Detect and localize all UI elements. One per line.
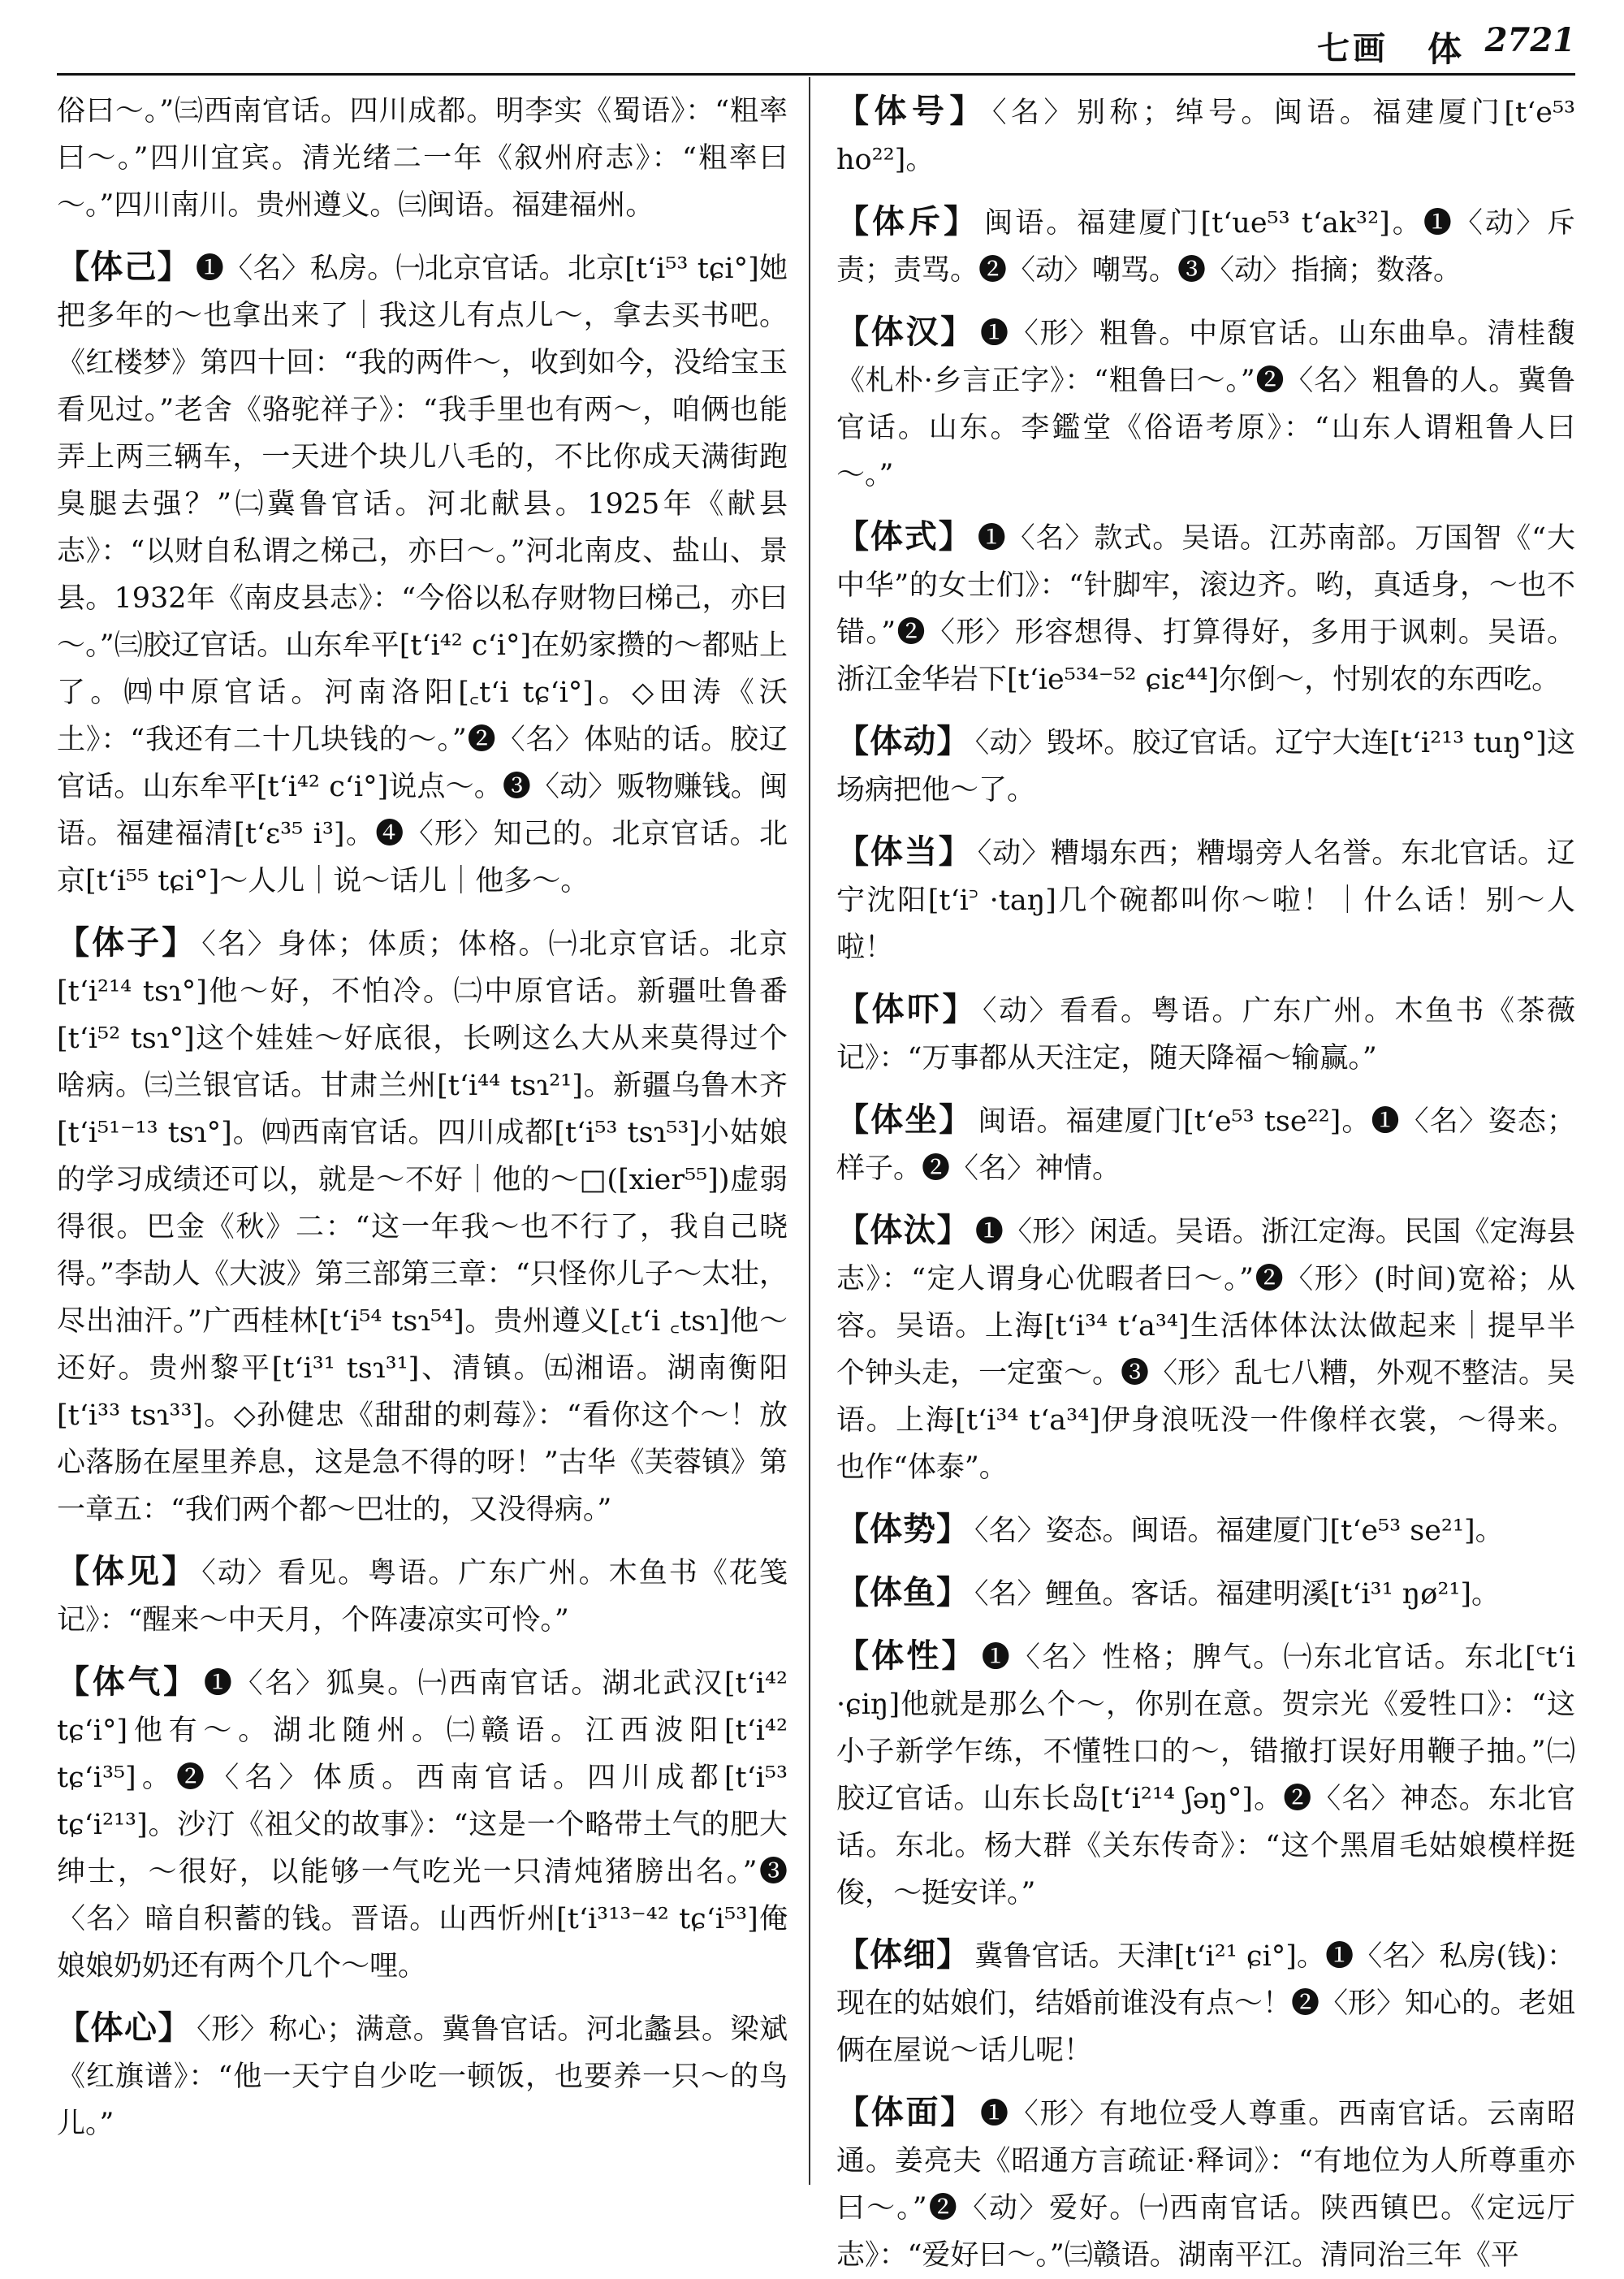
dictionary-entry	[836, 88, 1575, 184]
left-column	[57, 88, 788, 2177]
entry-headword: 【体气】	[57, 1663, 199, 1701]
dictionary-entry	[836, 1632, 1575, 1917]
dictionary-entry	[836, 1096, 1575, 1192]
page-number: 2721	[1484, 21, 1575, 59]
dictionary-entry	[57, 2004, 788, 2147]
entry-text: ❶〈名〉性格；脾气。㈠东北官话。东北[꜂tʻi ·ɕiŋ]他就是那么个～，你别在意。贺宗光《爱牲口》：“这小子新学乍练，不懂牲口的～，错撤打误好用鞭子抽。”㈡胶辽官话。山东长岛[tʻi²¹⁴ ʃəŋ°]。❷〈名〉神态。东北官话。东北。杨大群《关东传奇》：“这个黑眉毛姑娘模样挺俊，～挺安详。”	[836, 1641, 1575, 1909]
entry-text: ❶〈形〉粗鲁。中原官话。山东曲阜。清桂馥《札朴·乡言正字》：“粗鲁曰～。”❷〈名〉粗鲁的人。冀鲁官话。山东。李鑑堂《俗语考原》：“山东人谓粗鲁人曰～。”	[836, 318, 1576, 491]
dictionary-entry	[57, 244, 788, 905]
entry-text: 〈动〉毁坏。胶辽官话。辽宁大连[tʻi²¹³ tuŋ°]这场病把他～了。	[836, 727, 1575, 807]
header-rule	[57, 73, 1575, 76]
dictionary-entry	[836, 513, 1575, 703]
entry-text: 〈名〉别称；绰号。闽语。福建厦门[tʻe⁵³ ho²²]。	[836, 97, 1576, 176]
dictionary-entry	[836, 1569, 1575, 1618]
entry-text: ❶〈形〉有地位受人尊重。西南官话。云南昭通。姜亮夫《昭通方言疏证·释词》：“有地位为人所尊重亦曰～。”❷〈动〉爱好。㈠西南官话。陕西镇巴。《定远厅志》：“爱好曰～。”㈢赣语。湖南平江。清同治三年《平	[836, 2098, 1576, 2272]
entry-text: 冀鲁官话。天津[tʻi²¹ ɕi°]。❶〈名〉私房(钱)：现在的姑娘们，结婚前谁没有点～！❷〈形〉知心的。老姐俩在屋说～话儿呢！	[836, 1940, 1576, 2067]
entry-headword: 【体动】	[836, 722, 970, 760]
entry-headword: 【体见】	[57, 1552, 197, 1590]
entry-text: 〈形〉称心；满意。冀鲁官话。河北蠡县。梁斌《红旗谱》：“他一天宁自少吃一顿饭，也要养一只～的鸟儿。”	[57, 2013, 788, 2140]
dictionary-entry	[836, 309, 1575, 499]
entry-text: ❶〈名〉款式。吴语。江苏南部。万国智《“大中华”的女士们》：“针脚牢，滚边齐。哟，真适身，～也不错。”❷〈形〉形容想得、打算得好，多用于讽刺。吴语。浙江金华岩下[tʻie⁵³⁴⁻⁵² ɕiɛ⁴⁴]尔倒～，忖别农的东西吃。	[836, 522, 1575, 696]
dictionary-entry	[836, 718, 1575, 814]
entry-continuation	[57, 88, 788, 229]
entry-headword: 【体式】	[836, 517, 973, 556]
entry-headword: 【体面】	[836, 2093, 975, 2131]
dictionary-entry	[57, 919, 788, 1533]
entry-text: 闽语。福建厦门[tʻue⁵³ tʻak³²]。❶〈动〉斥责；责骂。❷〈动〉嘲骂。❸〈动〉指摘；数落。	[836, 207, 1576, 287]
entry-headword: 【体汉】	[836, 313, 975, 351]
entry-headword: 【体汰】	[836, 1211, 970, 1249]
entry-text: ❶〈形〉闲适。吴语。浙江定海。民国《定海县志》：“定人谓身心优暇者曰～。”❷〈形〉(时间)宽裕；从容。吴语。上海[tʻi³⁴ tʻa³⁴]生活体体汰汰做起来｜提早半个钟头走，一定蛮～。❸〈形〉乱七八糟，外观不整洁。吴语。上海[tʻi³⁴ tʻa³⁴]伊身浪呒没一件像样衣裳，～得来。也作“体泰”。	[836, 1216, 1576, 1484]
entry-text: 〈动〉看看。粤语。广东广州。木鱼书《茶薇记》：“万事都从天注定，随天降福～输赢。”	[836, 995, 1575, 1075]
column-divider	[809, 77, 810, 2185]
entry-headword: 【体号】	[836, 92, 987, 130]
entry-text: 〈动〉看见。粤语。广东广州。木鱼书《花笺记》：“醒来～中天月，个阵凄凉实可怜。”	[57, 1557, 788, 1637]
dictionary-entry	[836, 986, 1575, 1082]
dictionary-entry	[57, 1658, 788, 1990]
dictionary-entry	[836, 198, 1575, 294]
entry-headword: 【体鱼】	[836, 1573, 970, 1611]
entry-headword: 【体性】	[836, 1637, 977, 1675]
dictionary-entry	[57, 1548, 788, 1644]
dictionary-entry	[836, 2089, 1575, 2279]
entry-headword: 【体吓】	[836, 990, 978, 1028]
entry-headword: 【体当】	[836, 832, 973, 871]
page-header	[57, 21, 1575, 69]
entry-text: 俗曰～。”㈢西南官话。四川成都。明李实《蜀语》：“粗率曰～。”四川宜宾。清光绪二一年《叙州府志》：“粗率曰～。”四川南川。贵州遵义。㈢闽语。福建福州。	[57, 95, 788, 222]
entry-text: 〈名〉身体；体质；体格。㈠北京官话。北京[tʻi²¹⁴ tsɿ°]他～好，不怕冷。㈡中原官话。新疆吐鲁番[tʻi⁵² tsɿ°]这个娃娃～好底很，长咧这么大从来莫得过个啥病。㈢兰银官话。甘肃兰州[tʻi⁴⁴ tsɿ²¹]。新疆乌鲁木齐[tʻi⁵¹⁻¹³ tsɿ°]。㈣西南官话。四川成都[tʻi⁵³ tsɿ⁵³]小姑娘的学习成绩还可以，就是～不好｜他的～□([xier⁵⁵])虚弱得很。巴金《秋》二：“这一年我～也不行了，我自己晓得。”李劼人《大波》第三部第三章：“只怪你儿子～太壮，尽出油汗。”广西桂林[tʻi⁵⁴ tsɿ⁵⁴]。贵州遵义[꜀tʻi ꜀tsɿ]他～还好。贵州黎平[tʻi³¹ tsɿ³¹]、清镇。㈤湘语。湖南衡阳[tʻi³³ tsɿ³³]。◇孙健忠《甜甜的刺莓》：“看你这个～！放心落肠在屋里养息，这是急不得的呀！”古华《芙蓉镇》第一章五：“我们两个都～巴壮的，又没得病。”	[57, 928, 788, 1526]
header-headword: 体	[1427, 29, 1462, 69]
entry-text: 闽语。福建厦门[tʻe⁵³ tse²²]。❶〈名〉姿态；样子。❷〈名〉神情。	[836, 1105, 1575, 1185]
dictionary-entry	[836, 1506, 1575, 1555]
dictionary-entry	[836, 1931, 1575, 2074]
entry-text: ❶〈名〉私房。㈠北京官话。北京[tʻi⁵³ tɕi°]她把多年的～也拿出来了｜我这儿有点儿～，拿去买书吧。《红楼梦》第四十回：“我的两件～，收到如今，没给宝玉看见过。”老舍《骆驼祥子》：“我手里也有两～，咱俩也能弄上两三辆车，一天进个块儿八毛的，不比你成天满街跑臭腿去强？”㈡冀鲁官话。河北献县。1925年《献县志》：“以财自私谓之梯己，亦曰～。”河北南皮、盐山、景县。1932年《南皮县志》：“今俗以私存财物曰梯己，亦曰～。”㈢胶辽官话。山东牟平[tʻi⁴² cʻi°]在奶家攒的～都贴上了。㈣中原官话。河南洛阳[꜀tʻi tɕʻi°]。◇田涛《沃土》：“我还有二十几块钱的～。”❷〈名〉体贴的话。胶辽官话。山东牟平[tʻi⁴² cʻi°]说点～。❸〈动〉贩物赚钱。闽语。福建福清[tʻɛ³⁵ i³]。❹〈形〉知己的。北京官话。北京[tʻi⁵⁵ tɕi°]～人儿｜说～话儿｜他多～。	[57, 253, 788, 897]
header-section: 七画	[1317, 29, 1389, 67]
entry-text: 〈动〉糟塌东西；糟塌旁人名誉。东北官话。辽宁沈阳[tʻi꜄ ·taŋ]几个碗都叫你～啦！｜什么话！别～人啦！	[836, 837, 1575, 964]
entry-headword: 【体斥】	[836, 202, 980, 240]
entry-headword: 【体己】	[57, 248, 191, 286]
right-column	[836, 88, 1576, 2272]
entry-headword: 【体心】	[57, 2009, 192, 2047]
entry-headword: 【体细】	[836, 1935, 970, 1974]
entry-text: ❶〈名〉狐臭。㈠西南官话。湖北武汉[tʻi⁴² tɕʻi°]他有～。湖北随州。㈡赣语。江西波阳[tʻi⁴² tɕʻi³⁵]。❷〈名〉体质。西南官话。四川成都[tʻi⁵³ tɕʻi²¹³]。沙汀《祖父的故事》：“这是一个略带土气的肥大绅士，～很好，以能够一气吃光一只清炖猪膀出名。”❸〈名〉暗自积蓄的钱。晋语。山西忻州[tʻi³¹³⁻⁴² tɕʻi⁵³]俺娘娘奶奶还有两个几个～哩。	[57, 1667, 788, 1983]
entry-headword: 【体坐】	[836, 1101, 974, 1139]
entry-text: 〈名〉鲤鱼。客话。福建明溪[tʻi³¹ ŋø²¹]。	[974, 1578, 1501, 1611]
entry-text: 〈名〉姿态。闽语。福建厦门[tʻe⁵³ se²¹]。	[974, 1515, 1504, 1547]
dictionary-entry	[836, 828, 1575, 971]
entry-headword: 【体子】	[57, 923, 197, 962]
dictionary-entry	[836, 1207, 1575, 1491]
entry-headword: 【体势】	[836, 1510, 970, 1548]
